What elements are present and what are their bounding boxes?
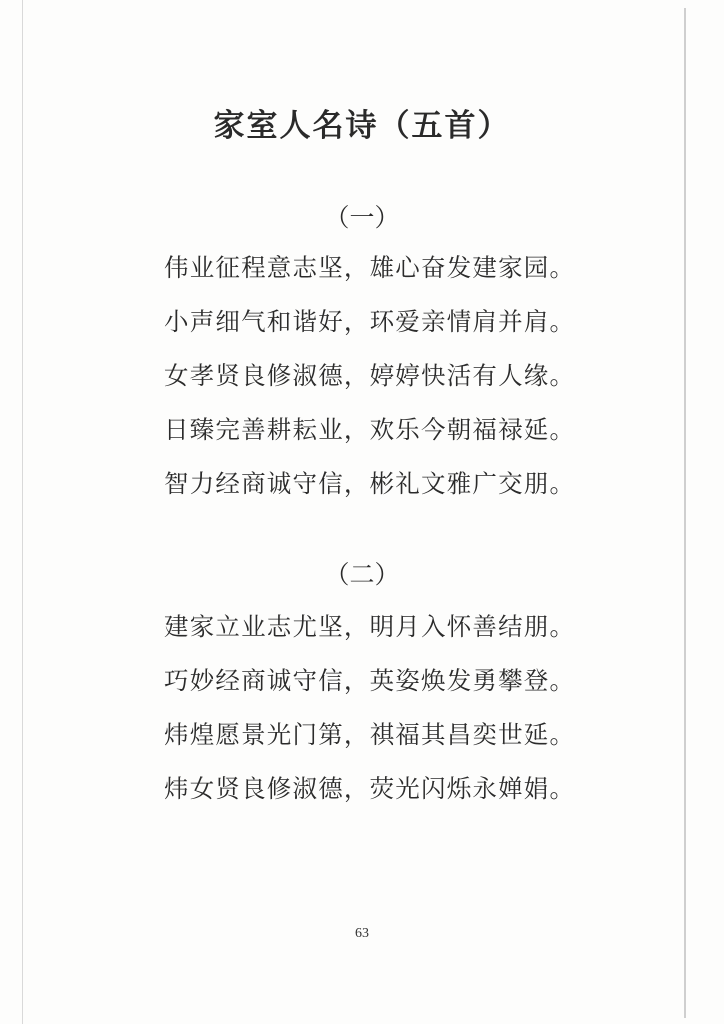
poem-line: 建家立业志尤坚，明月入怀善结朋。 bbox=[164, 612, 576, 641]
poem-line: 巧妙经商诚守信，英姿焕发勇攀登。 bbox=[164, 666, 576, 695]
poem-2-heading: （二） bbox=[324, 560, 400, 589]
page-title: 家室人名诗（五首） bbox=[213, 108, 511, 144]
poem-line: 小声细气和谐好，环爱亲情肩并肩。 bbox=[164, 307, 576, 336]
page-edge-left bbox=[22, 0, 23, 1024]
poem-1-heading: （一） bbox=[324, 203, 400, 232]
poem-line: 炜煌愿景光门第，祺福其昌奕世延。 bbox=[164, 720, 576, 749]
poem-line: 日臻完善耕耘业，欢乐今朝福禄延。 bbox=[164, 415, 576, 444]
page-edge-right bbox=[684, 8, 686, 1018]
page-number: 63 bbox=[355, 926, 369, 941]
poem-line: 炜女贤良修淑德，荧光闪烁永婵娟。 bbox=[164, 774, 576, 803]
poem-line: 智力经商诚守信，彬礼文雅广交朋。 bbox=[164, 469, 576, 498]
poem-line: 女孝贤良修淑德，婷婷快活有人缘。 bbox=[164, 361, 576, 390]
poem-1-lines bbox=[164, 241, 584, 511]
poem-2-lines bbox=[164, 600, 584, 816]
poem-line: 伟业征程意志坚，雄心奋发建家园。 bbox=[164, 253, 576, 282]
